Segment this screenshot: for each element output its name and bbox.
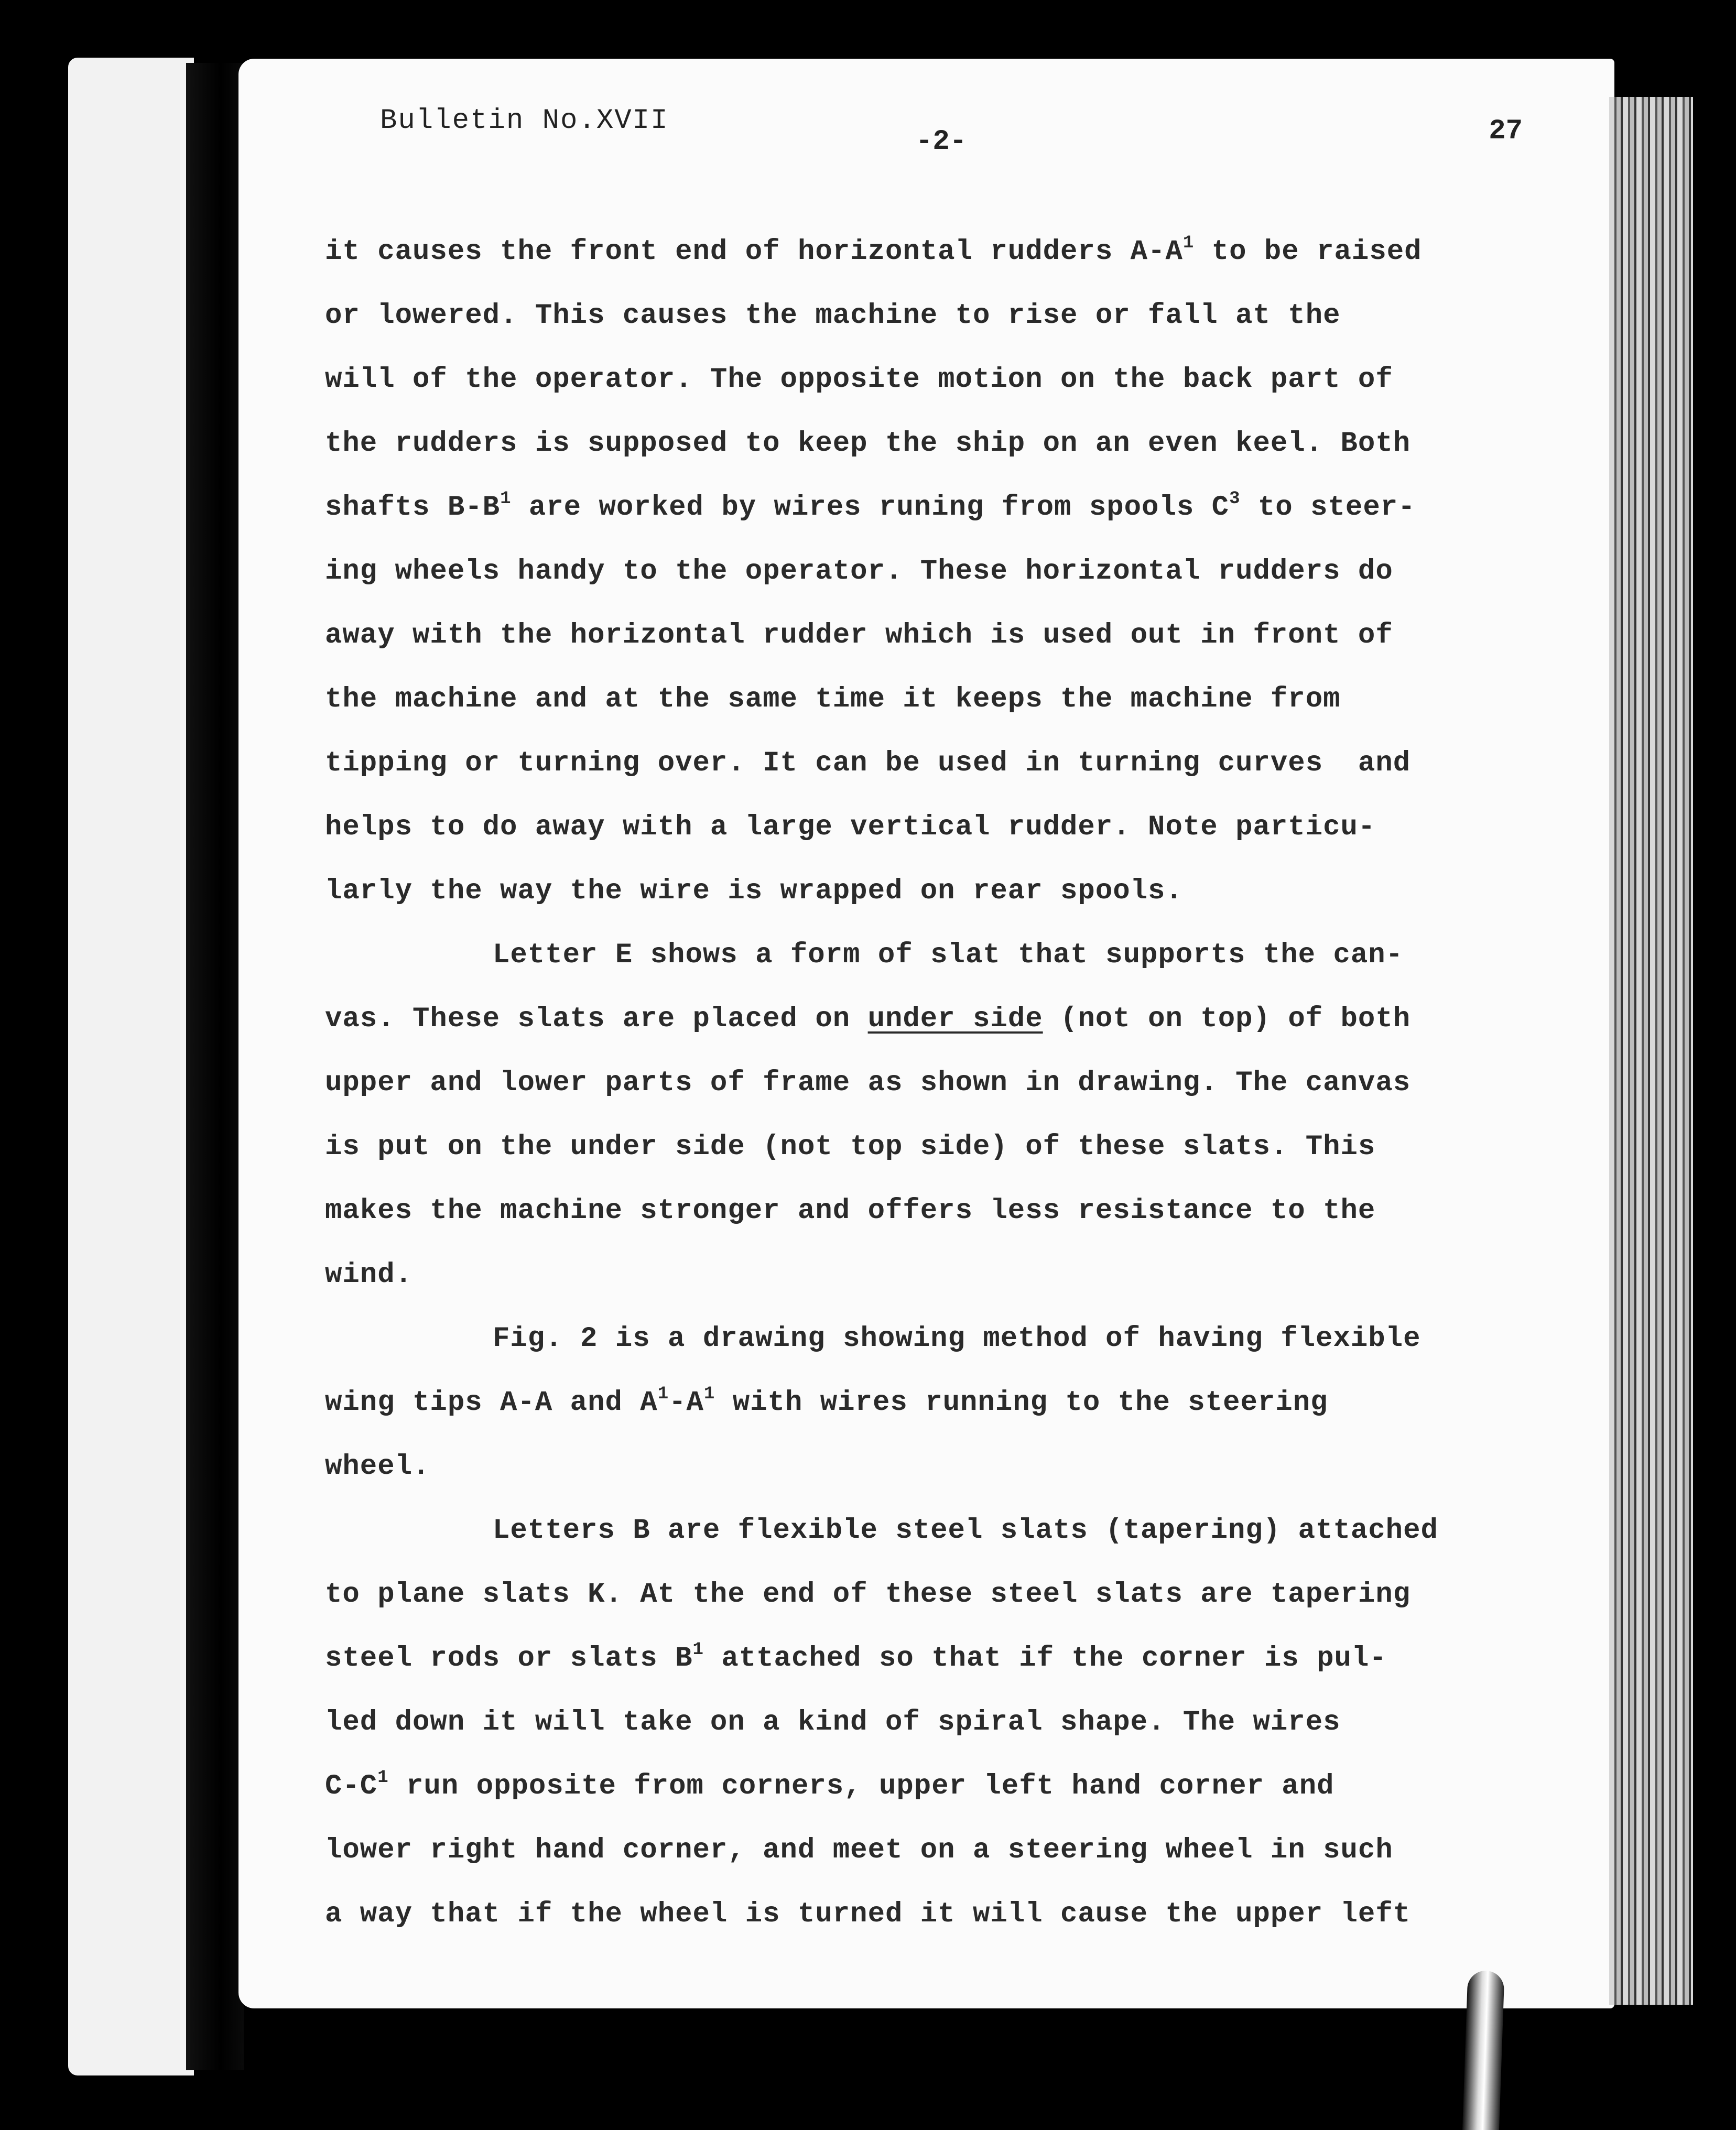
text-line [325, 1371, 1557, 1435]
text-line [325, 1883, 1557, 1947]
text-segment: makes the machine stronger and offers less resistance to the [325, 1195, 1376, 1227]
text-line [325, 1243, 1557, 1307]
text-segment: with wires running to the steering [715, 1387, 1328, 1419]
text-segment: are worked by wires runing from spools C [511, 492, 1230, 524]
text-line [325, 1563, 1557, 1627]
superscript: 1 [377, 1768, 389, 1788]
text-line [325, 1755, 1557, 1819]
text-line [325, 220, 1557, 284]
text-segment: will of the operator. The opposite motion on the back part of [325, 364, 1393, 396]
text-segment: is put on the under side (not top side) of these slats. This [325, 1131, 1376, 1163]
text-segment: wind. [325, 1259, 413, 1291]
text-line [325, 1499, 1557, 1563]
text-segment: it causes the front end of horizontal rudders A-A [325, 236, 1183, 268]
text-segment: away with the horizontal rudder which is used out in front of [325, 620, 1393, 651]
superscript: 1 [692, 1640, 704, 1660]
text-segment: Letters B are flexible steel slats (tapering) attached [493, 1515, 1438, 1547]
text-segment: led down it will take on a kind of spiral shape. The wires [325, 1707, 1341, 1738]
text-segment: ing wheels handy to the operator. These horizontal rudders do [325, 556, 1393, 588]
text-line [325, 540, 1557, 604]
page-mark: -2- [916, 126, 967, 158]
superscript: 1 [500, 489, 512, 509]
superscript: 1 [1182, 233, 1195, 253]
binding-gutter [186, 63, 244, 2070]
pen-tip [1462, 1970, 1504, 2130]
text-line [325, 668, 1557, 732]
text-segment: Fig. 2 is a drawing showing method of having flexible [493, 1323, 1421, 1355]
text-line [325, 1179, 1557, 1243]
text-line [325, 1115, 1557, 1179]
text-segment: (not on top) of both [1043, 1003, 1411, 1035]
text-line [325, 1307, 1557, 1371]
text-segment: the rudders is supposed to keep the ship on an even keel. Both [325, 428, 1411, 460]
bulletin-title: Bulletin No.XVII [380, 105, 669, 137]
text-line [325, 476, 1557, 540]
text-segment: to be raised [1194, 236, 1422, 268]
superscript: 1 [657, 1384, 669, 1404]
superscript: 1 [703, 1384, 715, 1404]
text-segment: the machine and at the same time it keeps the machine from [325, 683, 1341, 715]
text-line [325, 923, 1557, 987]
text-segment: steel rods or slats B [325, 1643, 693, 1675]
facing-page-edge [68, 58, 194, 2075]
text-line [325, 1051, 1557, 1115]
text-line [325, 1691, 1557, 1755]
text-segment: or lowered. This causes the machine to rise or fall at the [325, 300, 1341, 332]
text-line [325, 1627, 1557, 1691]
text-segment: vas. These slats are placed on [325, 1003, 868, 1035]
text-segment: to plane slats K. At the end of these steel slats are tapering [325, 1579, 1411, 1611]
text-line [325, 732, 1557, 796]
text-line [325, 1435, 1557, 1499]
text-segment: tipping or turning over. It can be used in turning curves and [325, 747, 1411, 779]
text-segment: under side [867, 1003, 1043, 1035]
text-segment: wheel. [325, 1451, 430, 1483]
page-stack-edges [1609, 97, 1693, 2005]
text-line [325, 348, 1557, 412]
page-number: 27 [1489, 115, 1523, 147]
text-segment: -A [669, 1387, 704, 1419]
superscript: 3 [1229, 489, 1241, 509]
text-segment: attached so that if the corner is pul- [703, 1643, 1387, 1675]
text-segment: a way that if the wheel is turned it will cause the upper left [325, 1898, 1411, 1930]
text-line [325, 604, 1557, 668]
text-segment: lower right hand corner, and meet on a steering wheel in such [325, 1834, 1393, 1866]
text-segment: helps to do away with a large vertical rudder. Note particu- [325, 811, 1376, 843]
text-segment: larly the way the wire is wrapped on rear spools. [325, 875, 1183, 907]
page-header [380, 100, 1523, 158]
text-segment: to steer- [1240, 492, 1416, 524]
text-line [325, 1819, 1557, 1883]
text-segment: run opposite from corners, upper left hand corner and [388, 1770, 1334, 1802]
text-line [325, 284, 1557, 348]
body-text [325, 220, 1557, 1947]
text-line [325, 412, 1557, 476]
text-segment: wing tips A-A and A [325, 1387, 658, 1419]
text-line [325, 860, 1557, 923]
text-segment: shafts B-B [325, 492, 501, 524]
text-line [325, 796, 1557, 860]
text-segment: C-C [325, 1770, 378, 1802]
text-segment: Letter E shows a form of slat that supports the can- [493, 939, 1404, 971]
text-line [325, 987, 1557, 1051]
text-segment: upper and lower parts of frame as shown in drawing. The canvas [325, 1067, 1411, 1099]
